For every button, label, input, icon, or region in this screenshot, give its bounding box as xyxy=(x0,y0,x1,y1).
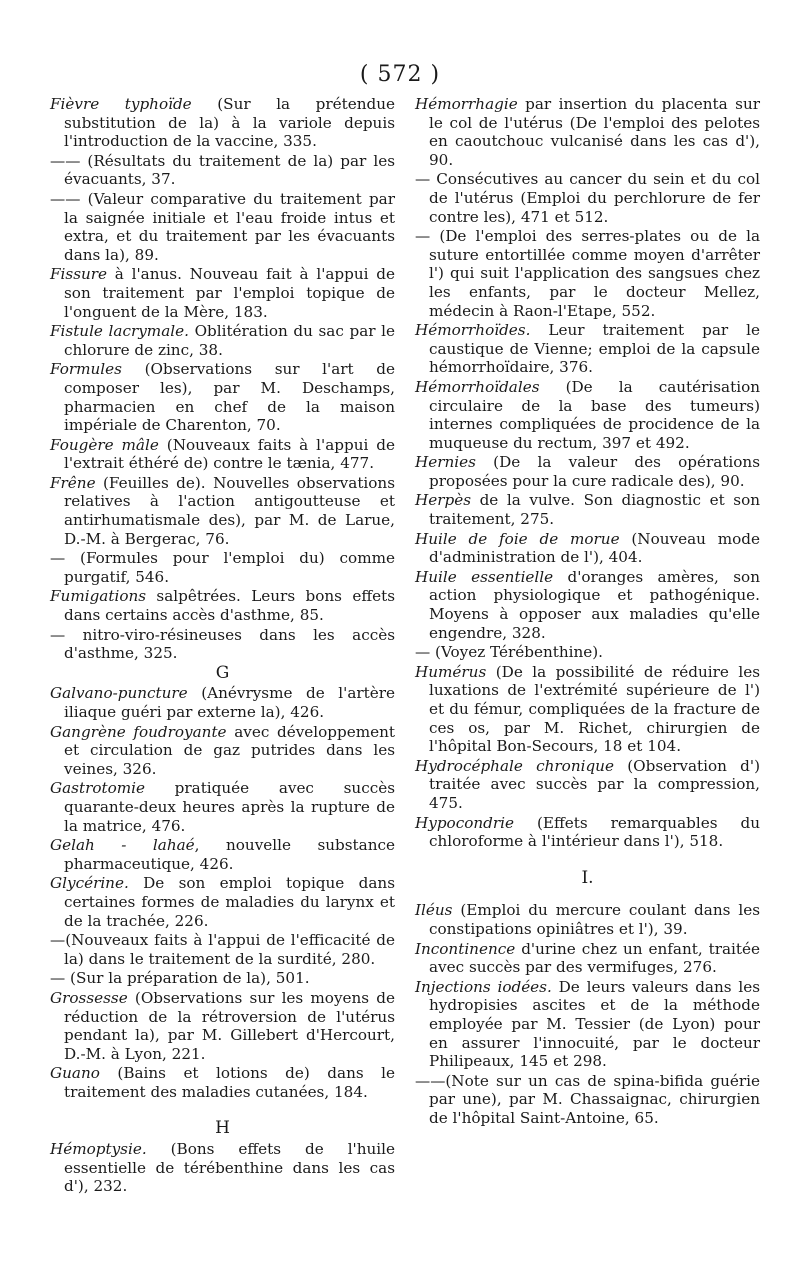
entry-text: — (De l'emploi des serres-plates ou de la suture entortillée comme moyen d'arrêter l') qui suit l'application des sangsues chez les enfants, par le docteur Mellez, médecin à Raon-l'Etape, 552. xyxy=(415,227,760,320)
entry-headword: Huile essentielle xyxy=(415,567,554,586)
entry-text: (De la valeur des opérations proposées pour la cure radicale des), 90. xyxy=(429,453,760,490)
index-entry xyxy=(415,453,760,490)
entry-headword: Grossesse xyxy=(50,988,128,1007)
entry-headword: Iléus xyxy=(415,901,453,920)
entry-text: — (Formules pour l'emploi du) comme purgatif, 546. xyxy=(50,549,395,586)
entry-text: —(Nouveaux faits à l'appui de l'efficacité de la) dans le traitement de la surdité, 280. xyxy=(50,931,395,968)
index-entry xyxy=(415,170,760,226)
index-entry xyxy=(50,587,395,624)
entry-headword: Formules xyxy=(50,360,122,379)
entry-text: à l'anus. Nouveau fait à l'appui de son traitement par l'emploi topique de l'onguent de la Mère, 183. xyxy=(64,265,395,321)
entry-text: — (Sur la préparation de la), 501. xyxy=(50,969,310,988)
entry-headword: Hydrocéphale chronique xyxy=(415,756,614,775)
index-entry xyxy=(50,969,395,988)
index-entry xyxy=(50,549,395,586)
entry-text: (Effets remarquables du chloroforme à l'intérieur dans l'), 518. xyxy=(429,813,760,851)
entry-text: (Nouveau mode d'administration de l'), 404. xyxy=(429,529,760,567)
entry-text: ——(Note sur un cas de spina-bifida guérie par une), par M. Chassaignac, chirurgien de l'hôpital Saint-Antoine, 65. xyxy=(415,1071,760,1127)
entry-text: d'urine chez un enfant, traitée avec succès par des vermifuges, 276. xyxy=(429,939,760,977)
index-entry xyxy=(50,723,395,779)
entry-text: par insertion du placenta sur le col de l'utérus (De l'emploi des pelotes en caoutchouc vulcanisé dans les cas d'), 90. xyxy=(429,95,760,169)
index-entry xyxy=(415,1072,760,1128)
entry-headword: Herpès xyxy=(415,491,471,510)
entry-text: (Emploi du mercure coulant dans les constipations opiniâtres et l'), 39. xyxy=(429,901,760,938)
entry-headword: Fièvre typhoïde xyxy=(50,95,192,113)
index-entry xyxy=(50,684,395,721)
index-entry xyxy=(415,321,760,377)
index-entry xyxy=(50,265,395,321)
index-entry xyxy=(50,95,395,151)
entry-headword: Injections iodées. xyxy=(415,977,552,996)
index-entry xyxy=(415,491,760,528)
entry-text: — Consécutives au cancer du sein et du col de l'utérus (Emploi du perchlorure de fer contre les), 471 et 512. xyxy=(415,170,760,226)
section-letter: H xyxy=(215,1118,230,1139)
index-entry xyxy=(50,322,395,359)
entry-text: salpêtrées. Leurs bons effets dans certains accès d'asthme, 85. xyxy=(64,587,395,625)
index-entry xyxy=(415,978,760,1071)
index-entry xyxy=(50,474,395,548)
index-entry xyxy=(50,436,395,473)
entry-text: —— (Résultats du traitement de la) par les évacuants, 37. xyxy=(50,151,395,189)
entry-headword: Hernies xyxy=(415,453,476,472)
entry-text: De leurs valeurs dans les hydropisies ascites et de la méthode employée par M. Tessier (de Lyon) pour en assurer l'innocuité, par le docteur Philipeaux, 145 et 298. xyxy=(429,977,760,1071)
entry-headword: Hémorrhagie xyxy=(415,95,518,113)
entry-text: (Observations sur les moyens de réduction de la rétroversion de l'utérus pendant la), par M. Gillebert d'Hercourt, D.-M. à Lyon, 221. xyxy=(64,988,395,1063)
index-entry xyxy=(50,190,395,264)
index-entry xyxy=(415,643,760,662)
entry-text: pratiquée avec succès quarante-deux heures après la rupture de la matrice, 476. xyxy=(64,779,395,835)
index-entry xyxy=(415,901,760,938)
entry-headword: Hémoptysie. xyxy=(50,1140,147,1159)
entry-text: de la vulve. Son diagnostic et son traitement, 275. xyxy=(429,491,760,529)
index-entry xyxy=(415,378,760,452)
index-entry xyxy=(50,1140,395,1196)
entry-headword: Gelah - lahaé xyxy=(50,836,195,855)
index-entry xyxy=(50,360,395,434)
entry-headword: Huile de foie de morue xyxy=(415,529,620,548)
index-entry xyxy=(415,757,760,813)
entry-text: — nitro-viro-résineuses dans les accès d'asthme, 325. xyxy=(50,625,395,663)
entry-headword: Hémorrhoïdales xyxy=(415,377,540,396)
entry-text: (Observation d') traitée avec succès par la compression, 475. xyxy=(429,756,760,812)
section-letter: G xyxy=(215,662,230,683)
entry-headword: Frêne xyxy=(50,473,96,492)
entry-text: (Sur la prétendue substitution de la) à la variole depuis l'introduction de la vaccine, 335. xyxy=(64,95,396,151)
section-letter: I. xyxy=(581,867,594,888)
entry-text: (De la cautérisation circulaire de la base des tumeurs) internes compliquées de procidence de la muqueuse du rectum, 397 et 492. xyxy=(429,377,760,452)
entry-headword: Glycérine. xyxy=(50,874,129,893)
index-entry xyxy=(50,874,395,930)
entry-headword: Hémorrhoïdes. xyxy=(415,321,531,340)
entry-headword: Incontinence xyxy=(415,939,516,958)
index-entry xyxy=(50,1064,395,1101)
index-entry xyxy=(50,931,395,968)
entry-text: avec développement et circulation de gaz putrides dans les veines, 326. xyxy=(64,722,395,778)
entry-headword: Fistule lacrymale. xyxy=(50,322,189,341)
entry-headword: Gangrène foudroyante xyxy=(50,722,227,741)
right-column xyxy=(415,95,760,1128)
entry-text: (Bains et lotions de) dans le traitement des maladies cutanées, 184. xyxy=(64,1064,395,1101)
entry-text: (Observations sur l'art de composer les), par M. Deschamps, pharmacien en chef de la maison impériale de Charenton, 70. xyxy=(64,360,395,435)
entry-text: (De la possibilité de réduire les luxations de l'extrémité supérieure de l') et du fémur, compliquées de la fracture de ces os, par M. Richet, chirurgien de l'hôpital Bon-Secours, 18 et 104. xyxy=(429,662,760,756)
entry-text: De son emploi topique dans certaines formes de maladies du larynx et de la trachée, 226. xyxy=(64,874,395,930)
entry-headword: Fougère mâle xyxy=(50,435,159,454)
entry-text: Oblitération du sac par le chlorure de zinc, 38. xyxy=(64,322,395,359)
index-entry xyxy=(50,836,395,873)
index-entry xyxy=(50,152,395,189)
entry-text: —— (Valeur comparative du traitement par la saignée initiale et l'eau froide intus et extra, et du traitement par les évacuants dans la), 89. xyxy=(50,189,395,264)
entry-headword: Humérus xyxy=(415,662,487,681)
entry-headword: Fissure xyxy=(50,265,108,284)
index-entry xyxy=(415,530,760,567)
index-entry xyxy=(415,227,760,320)
entry-text: d'oranges amères, son action physiologique et pathogénique. Moyens à opposer aux maladies qu'elle engendre, 328. xyxy=(429,567,760,642)
left-column xyxy=(50,95,395,1197)
index-entry xyxy=(415,568,760,642)
entry-headword: Galvano-puncture xyxy=(50,684,188,703)
index-entry xyxy=(50,779,395,835)
entry-headword: Fumigations xyxy=(50,587,147,606)
index-entry xyxy=(50,626,395,663)
entry-text: (Bons effets de l'huile essentielle de térébenthine dans les cas d'), 232. xyxy=(64,1140,395,1196)
index-entry xyxy=(415,940,760,977)
entry-headword: Guano xyxy=(50,1064,100,1083)
entry-text: (Feuilles de). Nouvelles observations relatives à l'action antigoutteuse et antirhumatismale des), par M. de Larue, D.-M. à Bergerac, 76. xyxy=(64,473,395,548)
page-number: ( 572 ) xyxy=(359,62,441,87)
index-entry xyxy=(415,814,760,851)
entry-headword: Gastrotomie xyxy=(50,779,145,798)
index-entry xyxy=(50,989,395,1063)
entry-headword: Hypocondrie xyxy=(415,813,514,832)
index-entry xyxy=(415,95,760,169)
entry-text: (Nouveaux faits à l'appui de l'extrait éthéré de) contre le tænia, 477. xyxy=(64,435,395,473)
entry-text: — (Voyez Térébenthine). xyxy=(415,643,603,662)
entry-text: (Anévrysme de l'artère iliaque guéri par externe la), 426. xyxy=(64,684,395,721)
index-entry xyxy=(415,663,760,756)
entry-text: Leur traitement par le caustique de Vienne; emploi de la capsule hémorrhoïdaire, 376. xyxy=(429,321,760,377)
entry-text: , nouvelle substance pharmaceutique, 426. xyxy=(64,836,395,873)
